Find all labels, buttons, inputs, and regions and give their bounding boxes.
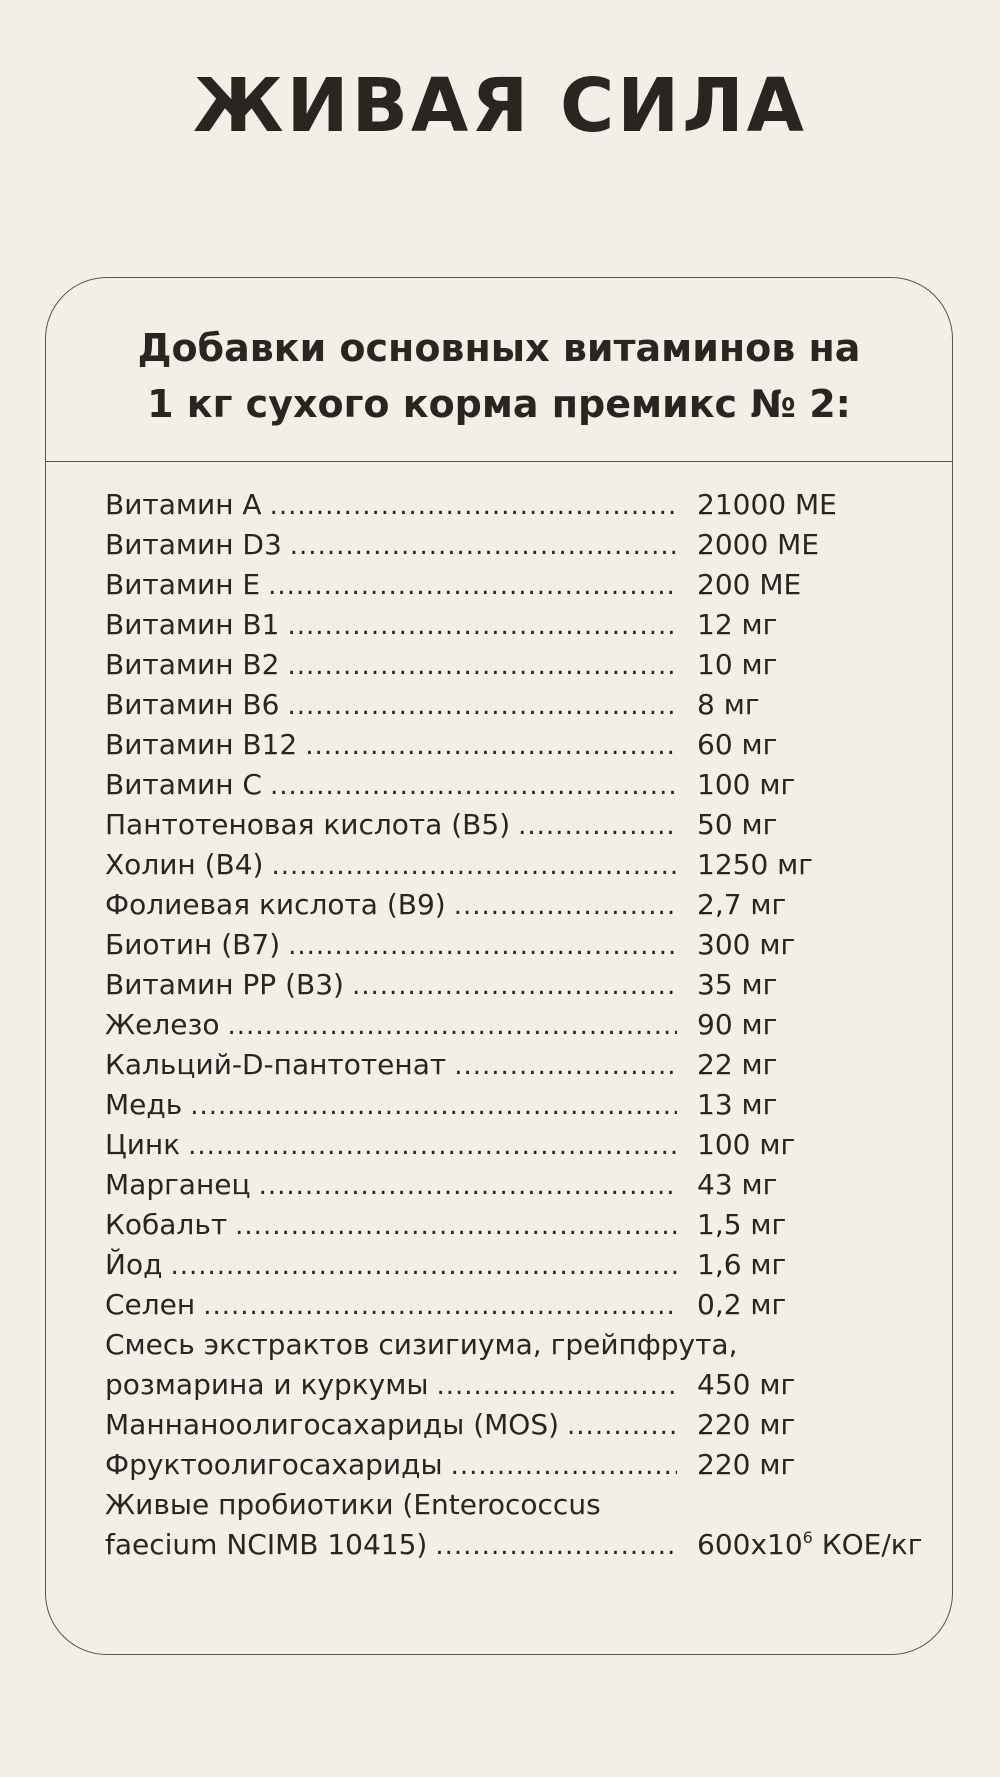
dot-leader bbox=[271, 846, 677, 886]
item-value: 8 мг bbox=[697, 688, 760, 721]
item-name: Витамин В6 bbox=[105, 688, 280, 721]
dot-leader bbox=[190, 1086, 677, 1126]
dot-leader bbox=[287, 646, 677, 686]
item-value: 60 мг bbox=[697, 728, 778, 761]
item-value: 300 мг bbox=[697, 928, 796, 961]
dot-leader bbox=[451, 1446, 677, 1486]
brand-title: ЖИВАЯ СИЛА bbox=[193, 63, 807, 149]
item-name: Кобальт bbox=[105, 1208, 228, 1241]
item-name: Витамин А bbox=[105, 488, 262, 521]
item-name: розмарина и куркумы bbox=[105, 1368, 429, 1401]
list-item bbox=[105, 645, 945, 685]
dot-leader bbox=[435, 1526, 677, 1566]
item-value: 22 мг bbox=[697, 1048, 778, 1081]
dot-leader bbox=[270, 766, 677, 806]
list-item bbox=[105, 1085, 945, 1125]
dot-leader bbox=[235, 1206, 677, 1246]
item-value: 12 мг bbox=[697, 608, 778, 641]
item-value: 1,5 мг bbox=[697, 1208, 787, 1241]
item-value: 450 мг bbox=[697, 1368, 796, 1401]
list-item bbox=[105, 1045, 945, 1085]
dot-leader bbox=[290, 526, 677, 566]
composition-list bbox=[105, 485, 945, 1565]
list-item-extract bbox=[105, 1365, 945, 1405]
dot-leader bbox=[259, 1166, 677, 1206]
item-value: 2000 МЕ bbox=[697, 528, 820, 561]
item-value: 35 мг bbox=[697, 968, 778, 1001]
composition-card bbox=[45, 277, 953, 1655]
list-item-fos bbox=[105, 1445, 945, 1485]
item-name: Фолиевая кислота (В9) bbox=[105, 888, 446, 921]
value-base: 600x10 bbox=[697, 1528, 803, 1561]
item-name: Маннаноолигосахариды (MOS) bbox=[105, 1408, 560, 1441]
list-item bbox=[105, 885, 945, 925]
card-divider bbox=[46, 461, 952, 462]
item-name: Медь bbox=[105, 1088, 183, 1121]
dot-leader bbox=[454, 1046, 677, 1086]
value-exponent: 6 bbox=[802, 1528, 813, 1547]
list-item bbox=[105, 925, 945, 965]
item-name: Витамин С bbox=[105, 768, 262, 801]
dot-leader bbox=[305, 726, 677, 766]
list-item-probiotics bbox=[105, 1525, 945, 1565]
item-name: Железо bbox=[105, 1008, 220, 1041]
list-item bbox=[105, 1285, 945, 1325]
list-item bbox=[105, 765, 945, 805]
item-value: 200 МЕ bbox=[697, 568, 802, 601]
item-name: Витамин Е bbox=[105, 568, 261, 601]
item-value: 220 мг bbox=[697, 1448, 796, 1481]
list-item bbox=[105, 725, 945, 765]
list-item bbox=[105, 525, 945, 565]
item-value: 1,6 мг bbox=[697, 1248, 787, 1281]
card-title-line-1: Добавки основных витаминов на bbox=[137, 326, 861, 370]
item-value: 2,7 мг bbox=[697, 888, 787, 921]
dot-leader bbox=[268, 566, 677, 606]
item-value: 13 мг bbox=[697, 1088, 778, 1121]
dot-leader bbox=[203, 1286, 677, 1326]
item-value: 100 мг bbox=[697, 768, 796, 801]
dot-leader bbox=[436, 1366, 677, 1406]
dot-leader bbox=[567, 1406, 677, 1446]
list-item bbox=[105, 685, 945, 725]
item-name: Пантотеновая кислота (В5) bbox=[105, 808, 511, 841]
item-value: 21000 МЕ bbox=[697, 488, 837, 521]
probiotics-name-line-1: Живые пробиотики (Enterococcus bbox=[105, 1488, 601, 1521]
item-name: Фруктоолигосахариды bbox=[105, 1448, 443, 1481]
list-item bbox=[105, 1005, 945, 1045]
list-item bbox=[105, 1205, 945, 1245]
item-name: Селен bbox=[105, 1288, 196, 1321]
list-item bbox=[105, 1125, 945, 1165]
item-name: Биотин (В7) bbox=[105, 928, 281, 961]
item-value: 0,2 мг bbox=[697, 1288, 787, 1321]
list-item bbox=[105, 485, 945, 525]
dot-leader bbox=[170, 1246, 677, 1286]
item-name: Витамин РР (В3) bbox=[105, 968, 344, 1001]
dot-leader bbox=[228, 1006, 677, 1046]
list-item bbox=[105, 805, 945, 845]
dot-leader bbox=[287, 606, 677, 646]
item-name: Холин (В4) bbox=[105, 848, 264, 881]
item-name: Кальций-D-пантотенат bbox=[105, 1048, 447, 1081]
extract-name-line-1: Смесь экстрактов сизигиума, грейпфрута, bbox=[105, 1328, 738, 1361]
list-item-mos bbox=[105, 1405, 945, 1445]
dot-leader bbox=[352, 966, 677, 1006]
item-name: Витамин В2 bbox=[105, 648, 280, 681]
value-unit: КОЕ/кг bbox=[812, 1528, 923, 1561]
list-item bbox=[105, 1245, 945, 1285]
item-name: Цинк bbox=[105, 1128, 181, 1161]
dot-leader bbox=[270, 486, 677, 526]
card-title bbox=[46, 320, 952, 432]
item-value: 90 мг bbox=[697, 1008, 778, 1041]
item-value: 100 мг bbox=[697, 1128, 796, 1161]
dot-leader bbox=[288, 926, 677, 966]
item-name: Йод bbox=[105, 1248, 163, 1281]
dot-leader bbox=[454, 886, 677, 926]
item-name: faecium NCIMB 10415) bbox=[105, 1528, 428, 1561]
list-item bbox=[105, 1165, 945, 1205]
card-title-line-2: 1 кг сухого корма премикс № 2: bbox=[147, 382, 851, 426]
dot-leader bbox=[287, 686, 677, 726]
list-item bbox=[105, 965, 945, 1005]
item-value: 1250 мг bbox=[697, 848, 813, 881]
item-value: 10 мг bbox=[697, 648, 778, 681]
item-value bbox=[697, 1525, 945, 1565]
item-name: Марганец bbox=[105, 1168, 251, 1201]
item-value: 43 мг bbox=[697, 1168, 778, 1201]
list-item bbox=[105, 565, 945, 605]
item-value: 50 мг bbox=[697, 808, 778, 841]
dot-leader bbox=[518, 806, 677, 846]
item-name: Витамин D3 bbox=[105, 528, 282, 561]
dot-leader bbox=[188, 1126, 677, 1166]
list-item bbox=[105, 605, 945, 645]
item-value: 220 мг bbox=[697, 1408, 796, 1441]
item-name: Витамин В12 bbox=[105, 728, 298, 761]
list-item bbox=[105, 845, 945, 885]
item-name: Витамин В1 bbox=[105, 608, 280, 641]
